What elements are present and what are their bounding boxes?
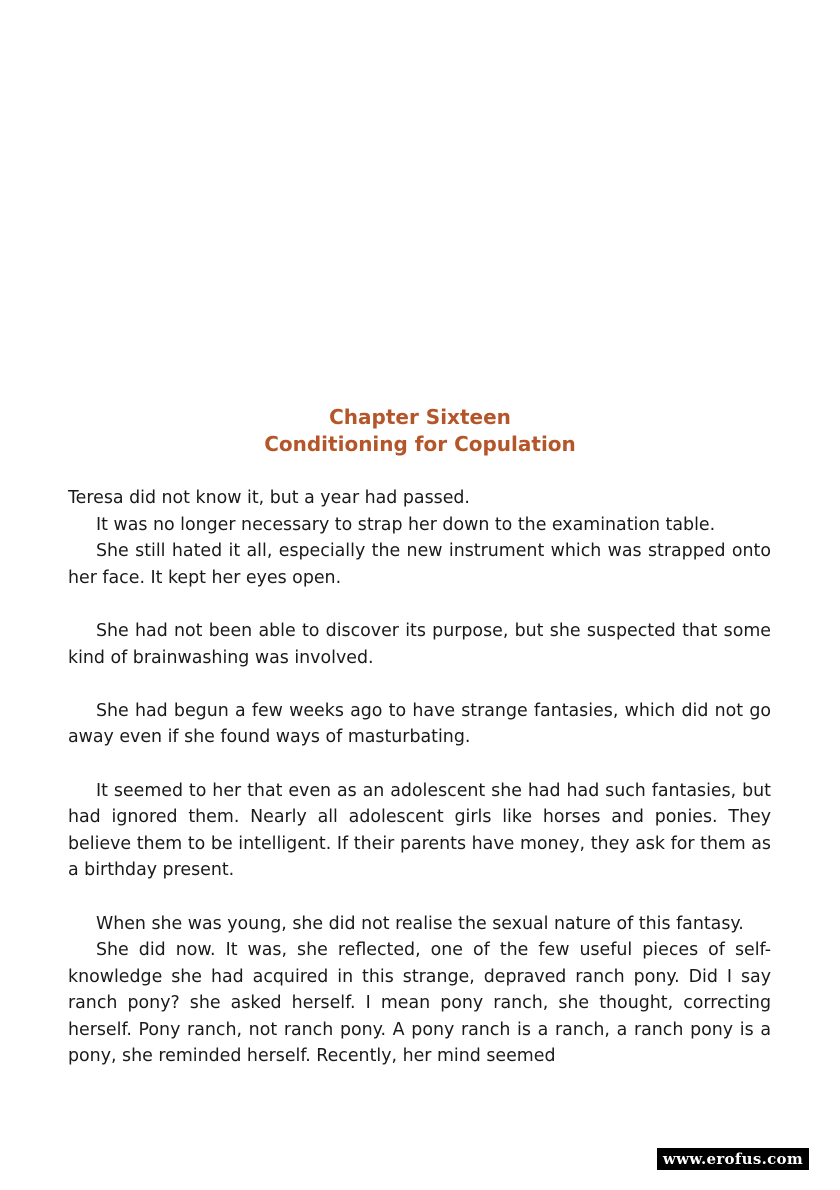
chapter-title: Conditioning for Copulation (264, 432, 576, 456)
watermark: www.erofus.com (657, 1148, 809, 1170)
paragraph: She had begun a few weeks ago to have strange fantasies, which did not go away even if she found ways of masturbating. (68, 700, 771, 748)
paragraph: She did now. It was, she reflected, one of the few useful pieces of self-knowledge she had acquired in this strange, depraved ranch pony. Did I say ranch pony? she asked herself. I mean pony ranch, she thought, correcting herself. Pony ranch, not ranch pony. A pony ranch is a ranch, a ranch pony is a pony, she reminded herself. Recently, her mind seemed (68, 940, 771, 1067)
paragraph: When she was young, she did not realise the sexual nature of this fantasy. (96, 913, 744, 934)
paragraph: She still hated it all, especially the new instrument which was strapped onto her face. It kept her eyes open. (68, 541, 771, 588)
chapter-number: Chapter Sixteen (329, 405, 511, 429)
chapter-heading (0, 404, 840, 458)
paragraph: Teresa did not know it, but a year had passed. (68, 488, 470, 508)
paragraph: It was no longer necessary to strap her down to the examination table. (96, 514, 716, 535)
paragraph: It seemed to her that even as an adolescent she had had such fantasies, but had ignored them. Nearly all adolescent girls like horses and ponies. They believe them to be intelligent. If their parents have money, they ask for them as a birthday present. (68, 780, 771, 881)
paragraph: She had not been able to discover its purpose, but she suspected that some kind of brainwashing was involved. (68, 620, 771, 668)
chapter-body (68, 485, 771, 1070)
